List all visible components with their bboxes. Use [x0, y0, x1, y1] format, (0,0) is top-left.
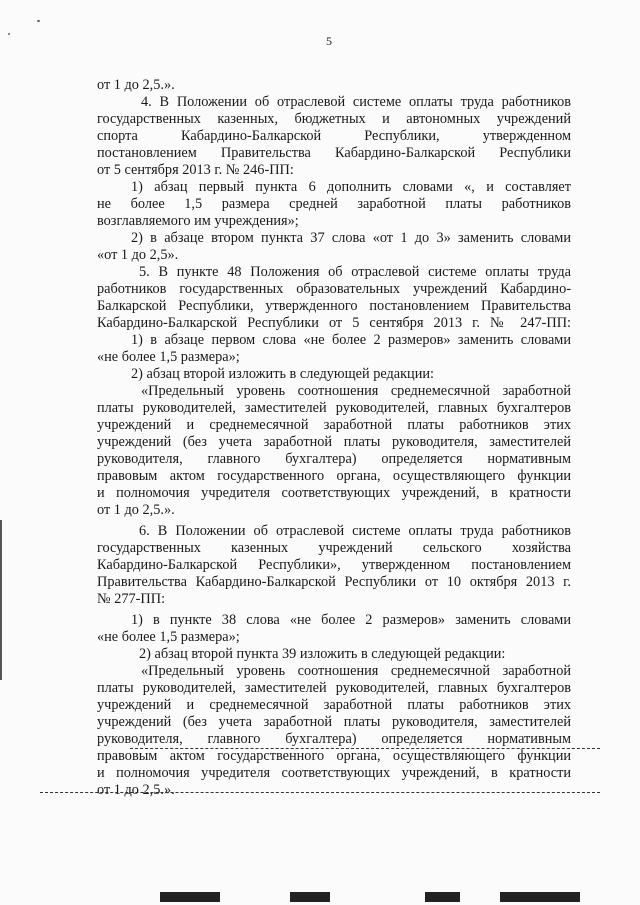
text-line: 1) абзац первый пункта 6 дополнить словами «, и составляет	[131, 179, 571, 195]
text-line: 1) в абзаце первом слова «не более 2 размеров» заменить словами	[131, 332, 571, 348]
text-line: 2) абзац второй пункта 39 изложить в следующей редакции:	[139, 646, 506, 662]
text-line: Кабардино-Балкарской Республики от 5 сентября 2013 г. № 247-ПП:	[97, 315, 571, 331]
scan-line-artifact	[40, 792, 600, 793]
text-line: постановлением Правительства Кабардино-Балкарской Республики	[97, 145, 571, 161]
text-line: учреждений и среднемесячной заработной платы работников этих	[97, 697, 571, 713]
scan-line-artifact	[130, 748, 600, 749]
text-line: 2) в абзаце втором пункта 37 слова «от 1 до 3» заменить словами	[131, 230, 571, 246]
text-line: Кабардино-Балкарской Республики», утвержденном постановлением	[97, 557, 571, 573]
text-line: платы руководителей, заместителей руководителей, главных бухгалтеров	[97, 400, 571, 416]
text-line: 5. В пункте 48 Положения об отраслевой системе оплаты труда	[139, 264, 571, 280]
text-line: 6. В Положении об отраслевой системе оплаты труда работников	[139, 523, 571, 539]
text-line: руководителя, главного бухгалтера) определяется нормативным	[97, 731, 571, 747]
text-line: учреждений (без учета заработной платы руководителя, заместителей	[97, 434, 571, 450]
text-line: «Предельный уровень соотношения среднемесячной заработной	[141, 663, 571, 679]
text-line: 1) в пункте 38 слова «не более 2 размеров» заменить словами	[131, 612, 571, 628]
text-line: и полномочия учредителя соответствующих учреждений, в кратности	[97, 485, 571, 501]
text-line: Правительства Кабардино-Балкарской Республики от 10 октября 2013 г.	[97, 574, 571, 590]
text-line: работников государственных образовательных учреждений Кабардино-	[97, 281, 571, 297]
text-line: «Предельный уровень соотношения среднемесячной заработной	[141, 383, 571, 399]
text-line: от 1 до 2,5.».	[97, 502, 175, 518]
text-line: платы руководителей, заместителей руководителей, главных бухгалтеров	[97, 680, 571, 696]
text-line: 4. В Положении об отраслевой системе оплаты труда работников	[141, 94, 571, 110]
text-line: возглавляемого им учреждения»;	[97, 213, 299, 229]
text-line: не более 1,5 размера средней заработной платы работников	[97, 196, 571, 212]
text-line: от 1 до 2,5.».	[97, 782, 175, 798]
text-line: руководителя, главного бухгалтера) определяется нормативным	[97, 451, 571, 467]
text-line: и полномочия учредителя соответствующих учреждений, в кратности	[97, 765, 571, 781]
scan-bottom-noise	[425, 892, 460, 902]
text-line: учреждений (без учета заработной платы руководителя, заместителей	[97, 714, 571, 730]
text-line: от 1 до 2,5.».	[97, 77, 175, 93]
scan-bottom-noise	[160, 892, 220, 902]
text-line: Балкарской Республики, утвержденного постановлением Правительства	[97, 298, 571, 314]
text-line: правовым актом государственного органа, осуществляющего функции	[97, 468, 571, 484]
page-number: 5	[326, 34, 332, 48]
text-line: «не более 1,5 размера»;	[97, 349, 240, 365]
scan-bottom-noise	[290, 892, 330, 902]
text-line: от 5 сентября 2013 г. № 246-ПП:	[97, 162, 294, 178]
scan-speck	[37, 20, 40, 22]
text-line: учреждений и среднемесячной заработной платы работников этих	[97, 417, 571, 433]
scan-speck	[8, 33, 10, 35]
text-line: государственных казенных учреждений сельского хозяйства	[97, 540, 571, 556]
text-line: № 277-ПП:	[97, 591, 166, 607]
margin-mark	[0, 520, 2, 680]
text-line: «от 1 до 2,5».	[97, 247, 179, 263]
text-line: государственных казенных, бюджетных и автономных учреждений	[97, 111, 571, 127]
text-line: 2) абзац второй изложить в следующей редакции:	[131, 366, 434, 382]
text-line: правовым актом государственного органа, осуществляющего функции	[97, 748, 571, 764]
scan-bottom-noise	[500, 892, 580, 902]
text-line: «не более 1,5 размера»;	[97, 629, 240, 645]
text-line: спорта Кабардино-Балкарской Республики, утвержденном	[97, 128, 571, 144]
